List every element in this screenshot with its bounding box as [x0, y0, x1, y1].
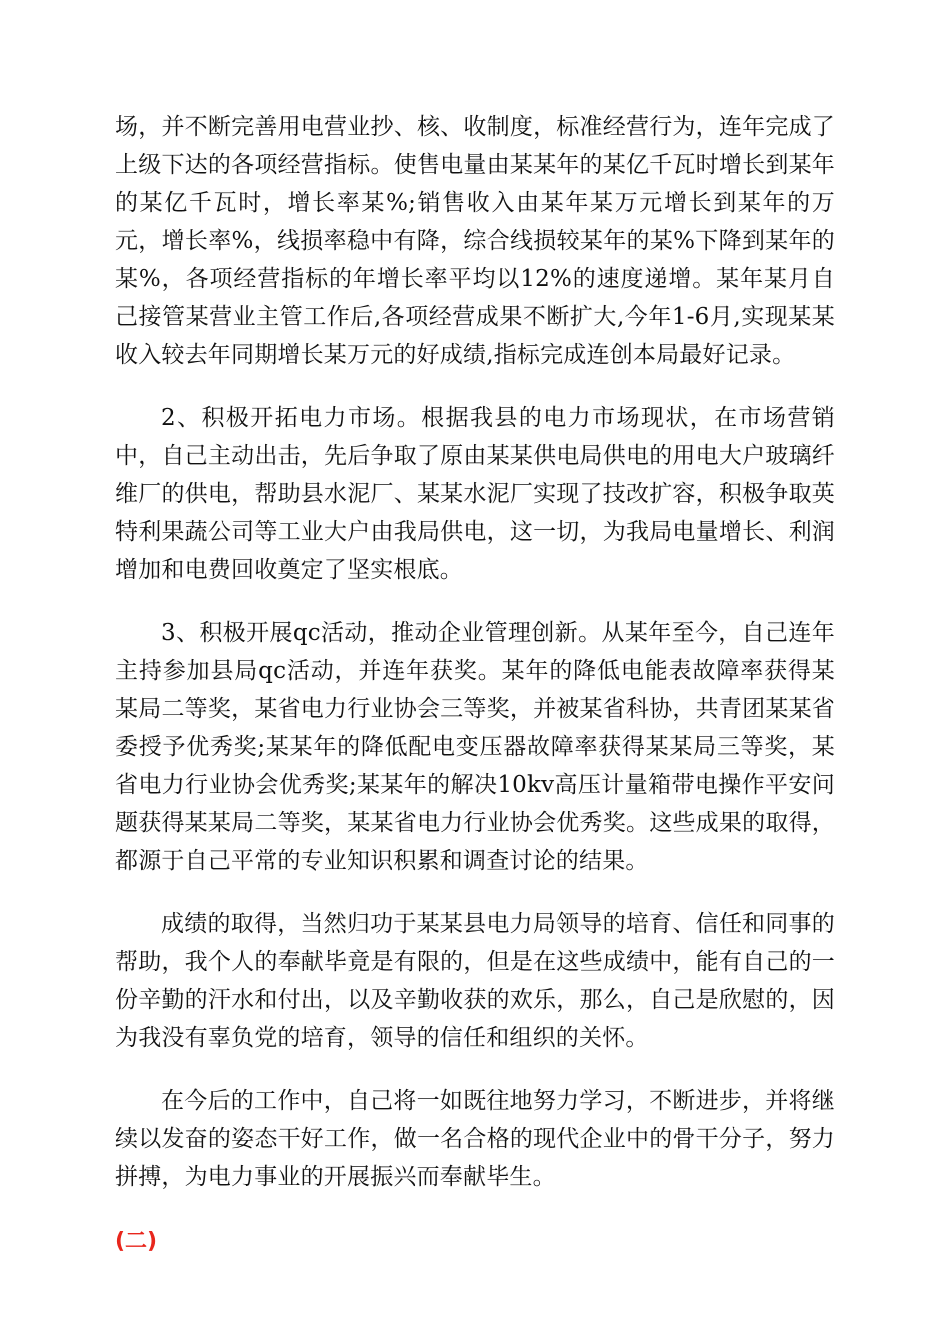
section-spacer: [115, 1196, 835, 1223]
paragraph-qc-activities: 3、积极开展qc活动，推动企业管理创新。从某年至今，自己连年主持参加县局qc活动，并连年获奖。某年的降低电能表故障率获得某某局二等奖，某省电力行业协会三等奖，并被某省科协，共青团某某省委授予优秀奖;某某年的降低配电变压器故障率获得某某局三等奖，某省电力行业协会优秀奖;某某年的解决10kv高压计量箱带电操作平安问题获得某某局二等奖，某某省电力行业协会优秀奖。这些成果的取得，都源于自己平常的专业知识积累和调查讨论的结果。: [115, 620, 835, 874]
document-body: [115, 108, 835, 1261]
paragraph-spacer: [115, 880, 835, 905]
paragraph-acknowledgement: 成绩的取得，当然归功于某某县电力局领导的培育、信任和同事的帮助，我个人的奉献毕竟是有限的，但是在这些成绩中，能有自己的一份辛勤的汗水和付出，以及辛勤收获的欢乐，那么，自己是欣慰的，因为我没有辜负党的培育，领导的信任和组织的关怀。: [115, 911, 835, 1051]
paragraph-spacer: [115, 374, 835, 399]
paragraph-spacer: [115, 589, 835, 614]
paragraph-performance-summary: 场，并不断完善用电营业抄、核、收制度，标准经营行为，连年完成了上级下达的各项经营指标。使售电量由某某年的某亿千瓦时增长到某年的某亿千瓦时，增长率某%;销售收入由某年某万元增长到某年的万元，增长率%，线损率稳中有降，综合线损较某年的某%下降到某年的某%，各项经营指标的年增长率平均以12%的速度递增。某年某月自己接管某营业主管工作后,各项经营成果不断扩大,今年1-6月,实现某某收入较去年同期增长某万元的好成绩,指标完成连创本局最好记录。: [115, 114, 835, 368]
section-heading-two: (二): [115, 1229, 158, 1254]
paragraph-future-work: 在今后的工作中，自己将一如既往地努力学习，不断进步，并将继续以发奋的姿态干好工作，做一名合格的现代企业中的骨干分子，努力拼搏，为电力事业的开展振兴而奉献毕生。: [115, 1088, 835, 1190]
paragraph-spacer: [115, 1057, 835, 1082]
paragraph-market-expansion: 2、积极开拓电力市场。根据我县的电力市场现状，在市场营销中，自己主动出击，先后争取了原由某某供电局供电的用电大户玻璃纤维厂的供电，帮助县水泥厂、某某水泥厂实现了技改扩容，积极争取英特利果蔬公司等工业大户由我局供电，这一切，为我局电量增长、利润增加和电费回收奠定了坚实根底。: [115, 405, 835, 583]
